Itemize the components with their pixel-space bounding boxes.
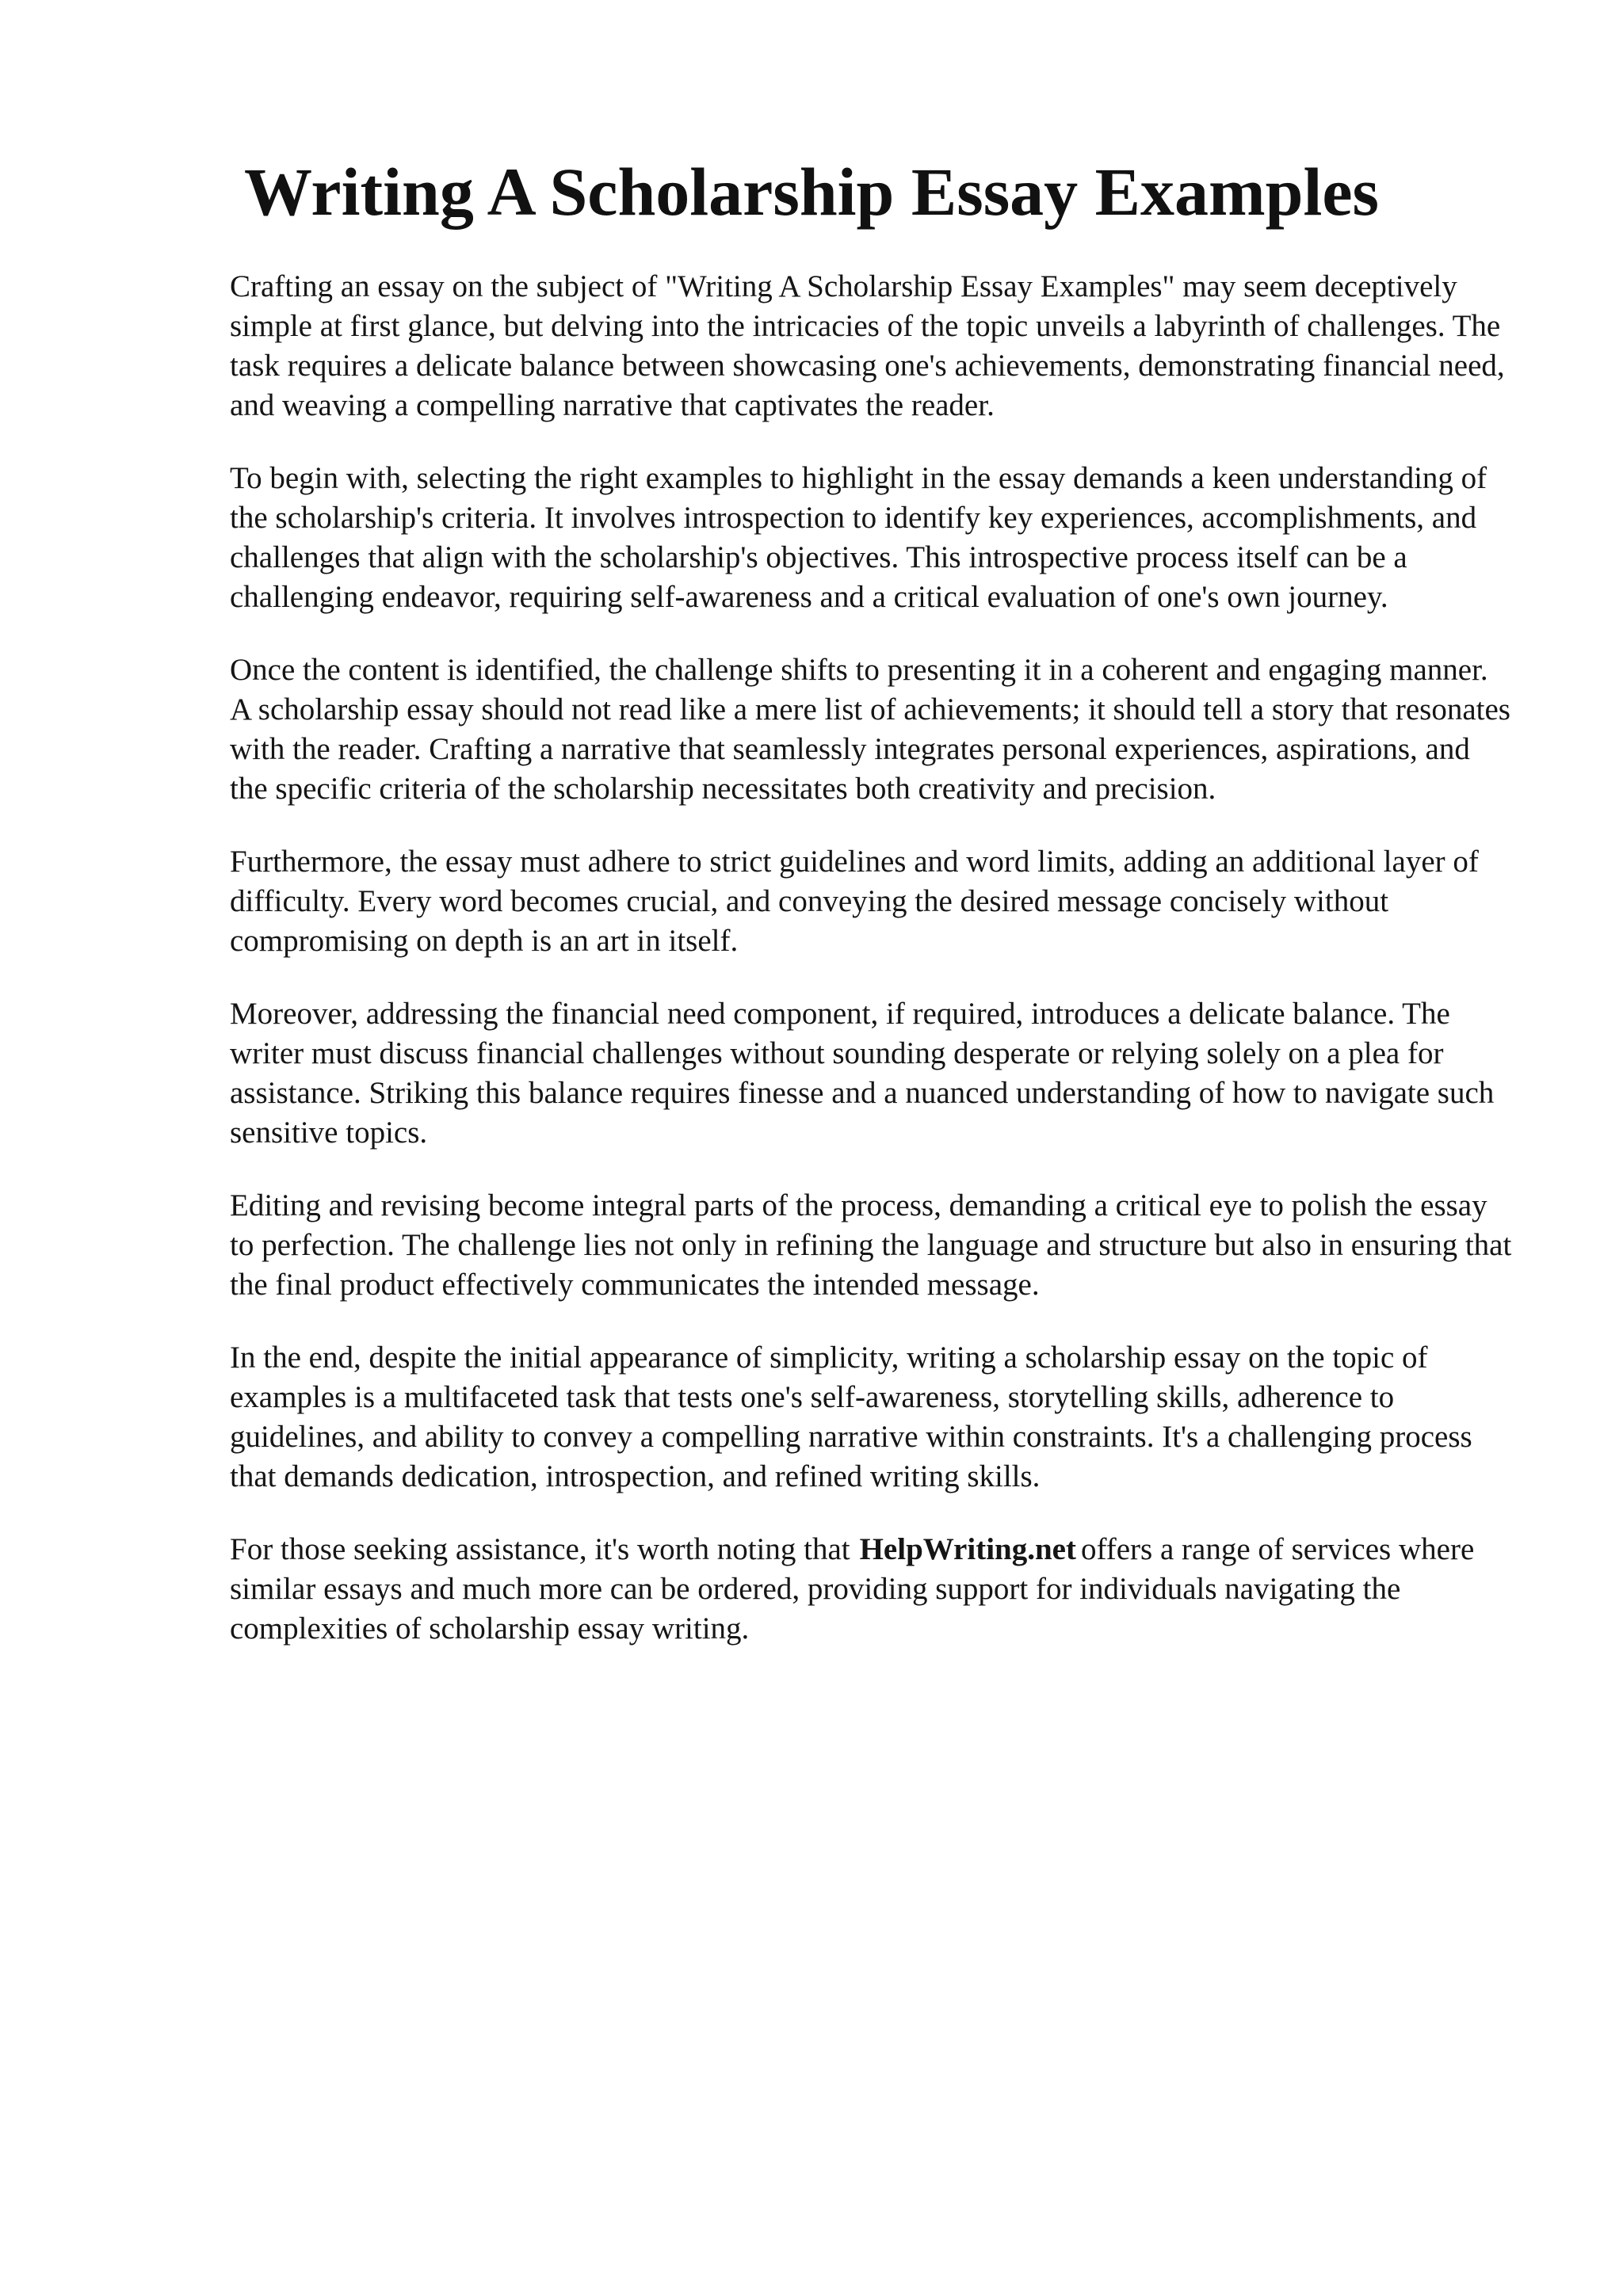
document-body [230,267,1514,1682]
paragraph-presenting-content: Once the content is identified, the challenge shifts to presenting it in a coherent and engaging manner. A scholarship essay should not read like a mere list of achievements; it should tell a story that resonates with the reader. Crafting a narrative that seamlessly integrates personal experiences, aspirations, and the specific criteria of the scholarship necessitates both creativity and precision. [230,653,1510,806]
paragraph-guidelines: Furthermore, the essay must adhere to strict guidelines and word limits, adding an additional layer of difficulty. Every word becomes crucial, and conveying the desired message concisely without compromising on depth is an art in itself. [230,845,1479,958]
paragraph-selecting-examples: To begin with, selecting the right examples to highlight in the essay demands a keen understanding of the scholarship's criteria. It involves introspection to identify key experiences, accomplishments, and challenges that align with the scholarship's objectives. This introspective process itself can be a challenging endeavor, requiring self-awareness and a critical evaluation of one's own journey. [230,461,1487,614]
paragraph-conclusion: In the end, despite the initial appearance of simplicity, writing a scholarship essay on the topic of examples is a multifaceted task that tests one's self-awareness, storytelling skills, adherence to guidelines, and ability to convey a compelling narrative within constraints. It's a challenging process that demands dedication, introspection, and refined writing skills. [230,1341,1472,1493]
paragraph-intro: Crafting an essay on the subject of "Writing A Scholarship Essay Examples" may seem deceptively simple at first glance, but delving into the intricacies of the topic unveils a labyrinth of challenges. The task requires a delicate balance between showcasing one's achievements, demonstrating financial need, and weaving a compelling narrative that captivates the reader. [230,269,1505,422]
paragraph-closing [230,1530,1514,1649]
closing-text-before: For those seeking assistance, it's worth noting that [230,1532,850,1566]
brand-link[interactable]: HelpWriting.net [859,1532,1076,1566]
paragraph-editing: Editing and revising become integral parts of the process, demanding a critical eye to polish the essay to perfection. The challenge lies not only in refining the language and structure but also in ensuring that the final product effectively communicates the intended message. [230,1188,1512,1302]
paragraph-financial-need: Moreover, addressing the financial need component, if required, introduces a delicate balance. The writer must discuss financial challenges without sounding desperate or relying solely on a plea for assistance. Striking this balance requires finesse and a nuanced understanding of how to navigate such sensitive topics. [230,997,1495,1150]
page-title: Writing A Scholarship Essay Examples [243,154,1380,230]
closing-text-after: offers a range of services where similar essays and much more can be ordered, providing support for individuals navigating the complexities of scholarship essay writing. [230,1532,1475,1646]
